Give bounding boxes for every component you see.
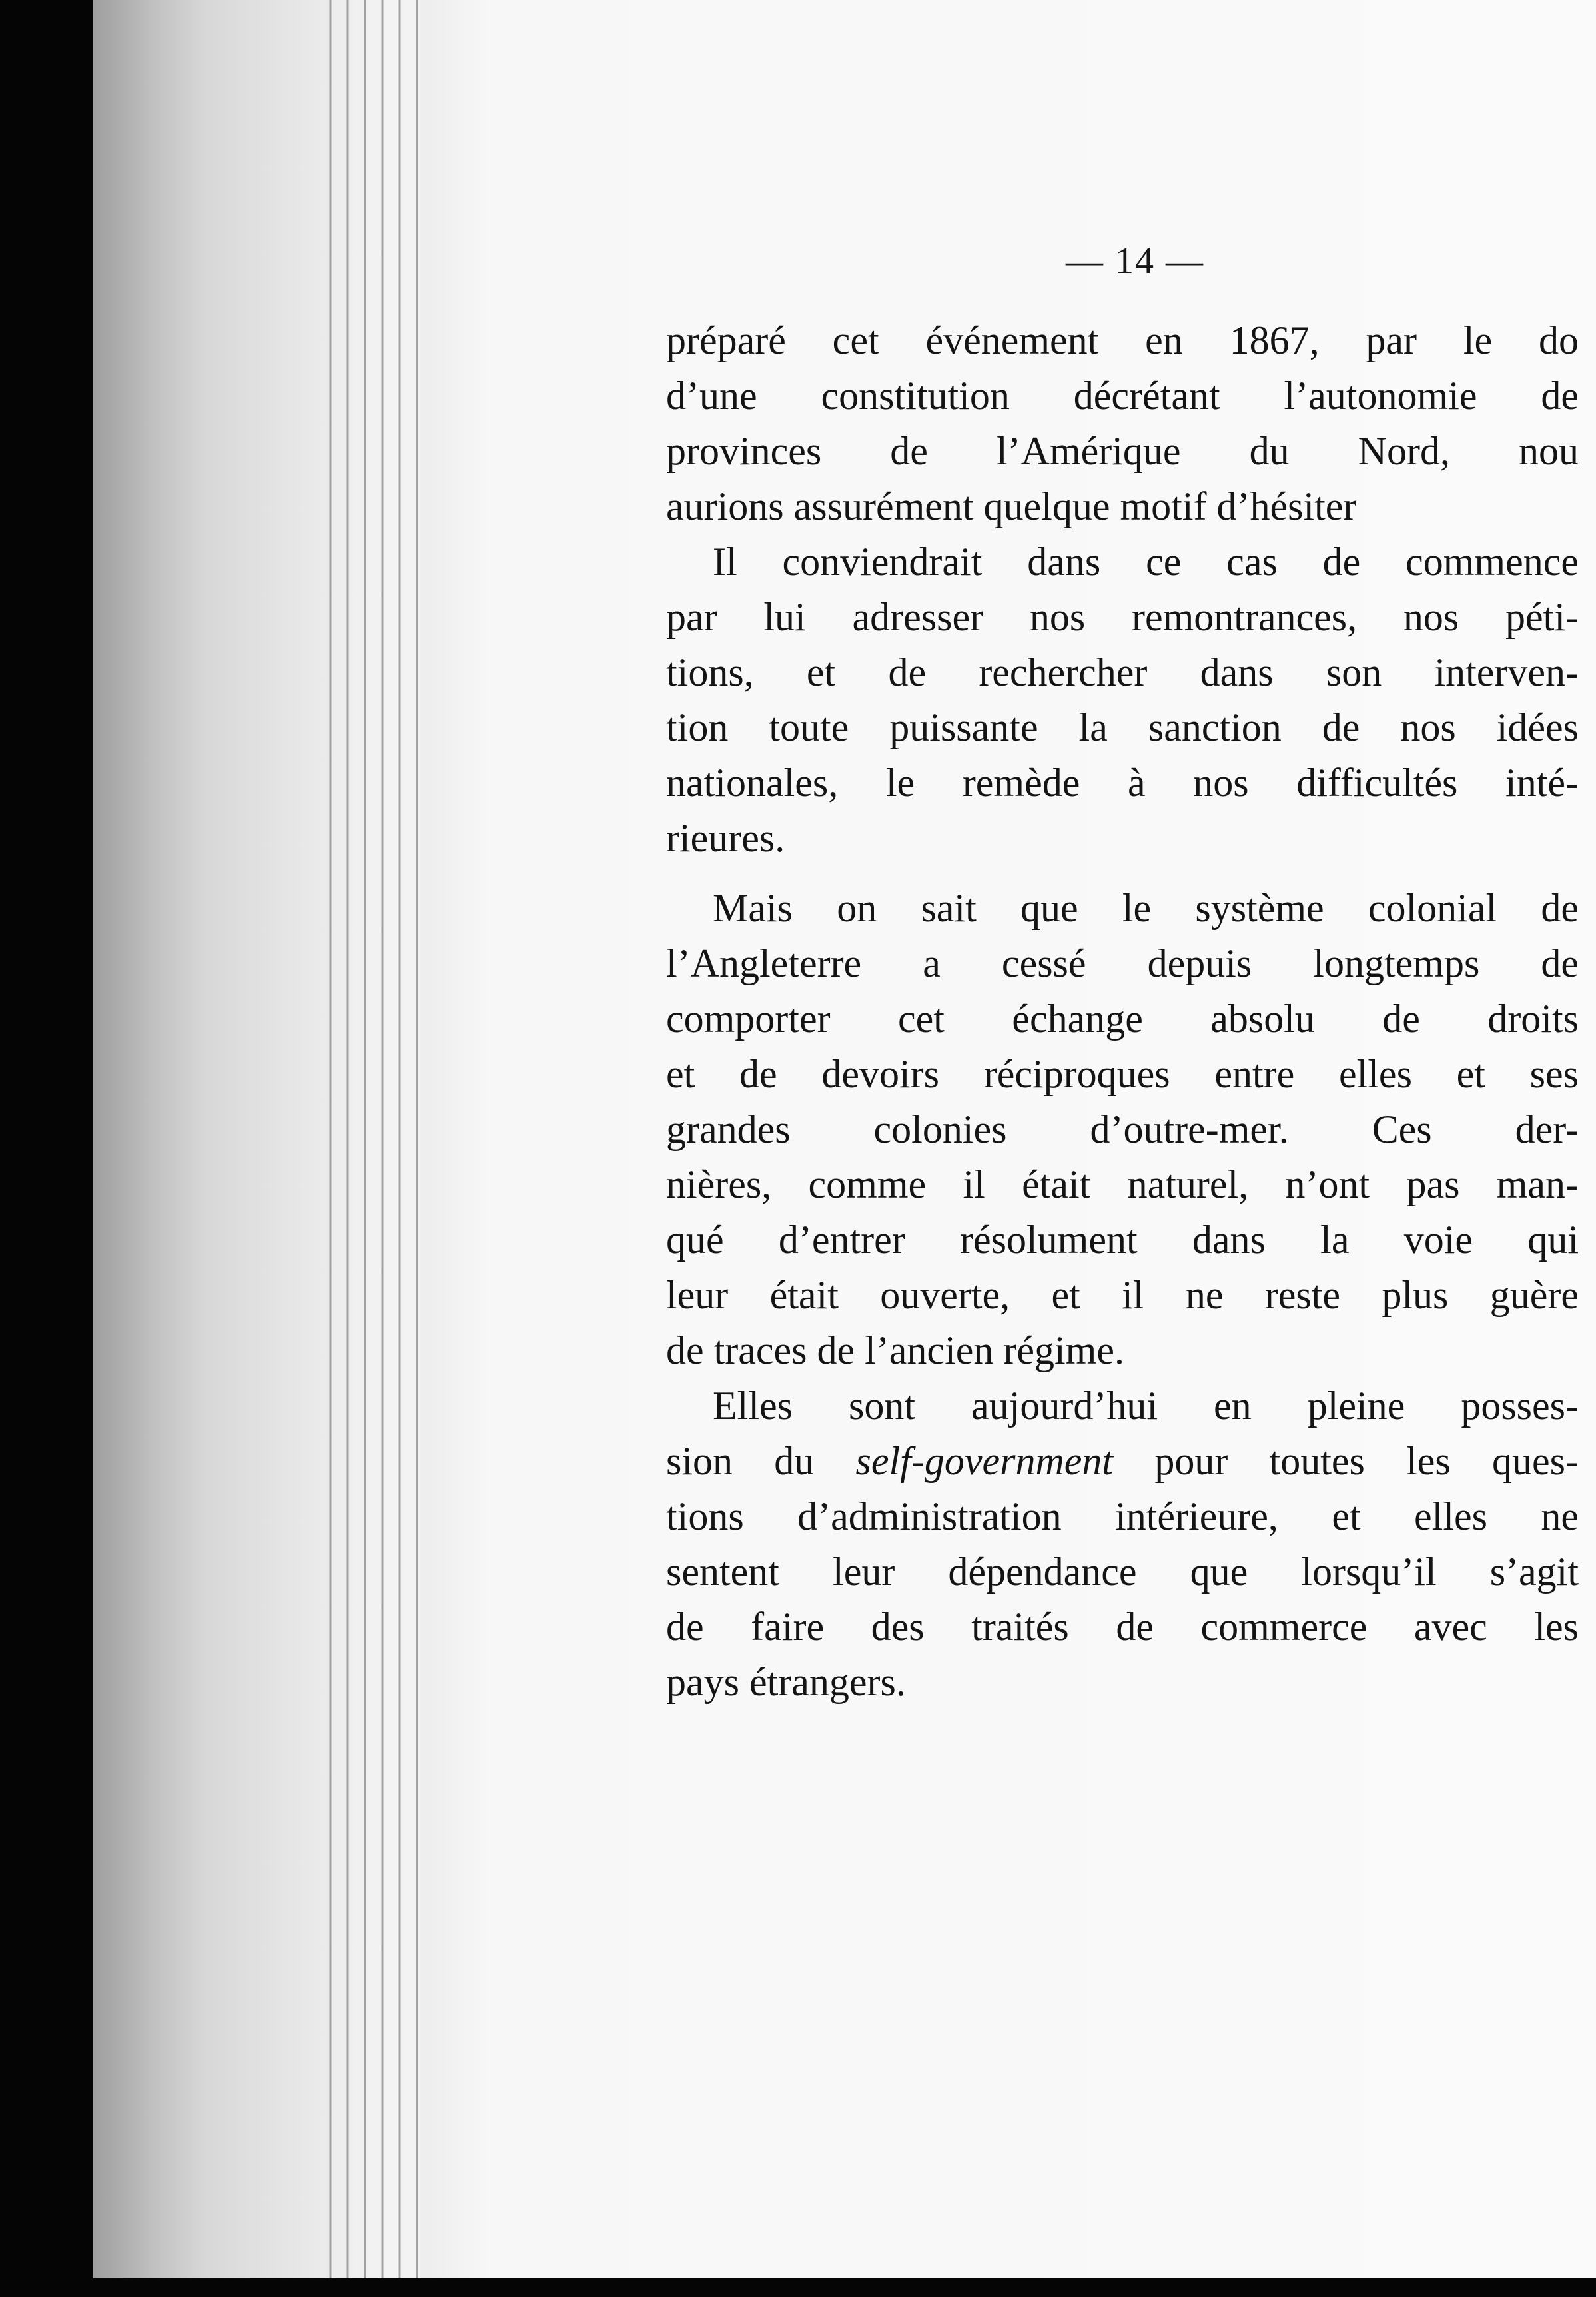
text-line: de traces de l’ancien régime.: [666, 1328, 1124, 1372]
text-line: par lui adresser nos remontrances, nos péti-: [666, 595, 1579, 639]
page-number: — 14 —: [1066, 240, 1204, 282]
paragraph-4: [666, 1378, 1579, 1710]
text-line: Il conviendrait dans ce cas de commence: [713, 540, 1579, 584]
text-line: nationales, le remède à nos difficultés inté-: [666, 761, 1579, 805]
text-line: aurions assurément quelque motif d’hésiter: [666, 484, 1357, 528]
paragraph-3: [666, 881, 1579, 1378]
text-line: tions d’administration intérieure, et elles ne: [666, 1494, 1579, 1538]
text-fragment: pour toutes les ques-: [1113, 1439, 1579, 1483]
text-line: sentent leur dépendance que lorsqu’il s’agit: [666, 1550, 1579, 1594]
text-line: pays étrangers.: [666, 1660, 906, 1704]
text-line: tion toute puissante la sanction de nos idées: [666, 705, 1579, 749]
paragraph-spacing: [666, 866, 1579, 881]
text-line: l’Angleterre a cessé depuis longtemps de: [666, 941, 1579, 985]
text-line: leur était ouverte, et il ne reste plus guère: [666, 1273, 1579, 1317]
text-line: rieures.: [666, 816, 785, 860]
text-line: d’une constitution décrétant l’autonomie de: [666, 374, 1579, 418]
scan-border-bottom: [0, 2278, 1596, 2297]
scan-border-left: [0, 0, 93, 2297]
text-line: qué d’entrer résolument dans la voie qui: [666, 1218, 1579, 1262]
text-line: Elles sont aujourd’hui en pleine posses-: [713, 1384, 1579, 1428]
body-text: [666, 313, 1579, 1845]
paragraph-2: [666, 534, 1579, 866]
text-line-with-italic: [666, 1434, 1579, 1489]
text-fragment: sion du: [666, 1439, 856, 1483]
text-line: provinces de l’Amérique du Nord, nou: [666, 429, 1579, 473]
page-edges: [320, 0, 426, 2278]
text-line: comporter cet échange absolu de droits: [666, 997, 1579, 1041]
text-line: et de devoirs réciproques entre elles et ses: [666, 1052, 1579, 1096]
text-line: préparé cet événement en 1867, par le do: [666, 318, 1579, 362]
text-line: grandes colonies d’outre-mer. Ces der-: [666, 1107, 1579, 1151]
text-line: tions, et de rechercher dans son interven-: [666, 650, 1579, 694]
paragraph-1: [666, 313, 1579, 534]
italic-term: self-government: [855, 1439, 1114, 1483]
text-line: nières, comme il était naturel, n’ont pas man-: [666, 1162, 1579, 1206]
text-line: Mais on sait que le système colonial de: [713, 886, 1579, 930]
text-line: de faire des traités de commerce avec les: [666, 1605, 1579, 1649]
